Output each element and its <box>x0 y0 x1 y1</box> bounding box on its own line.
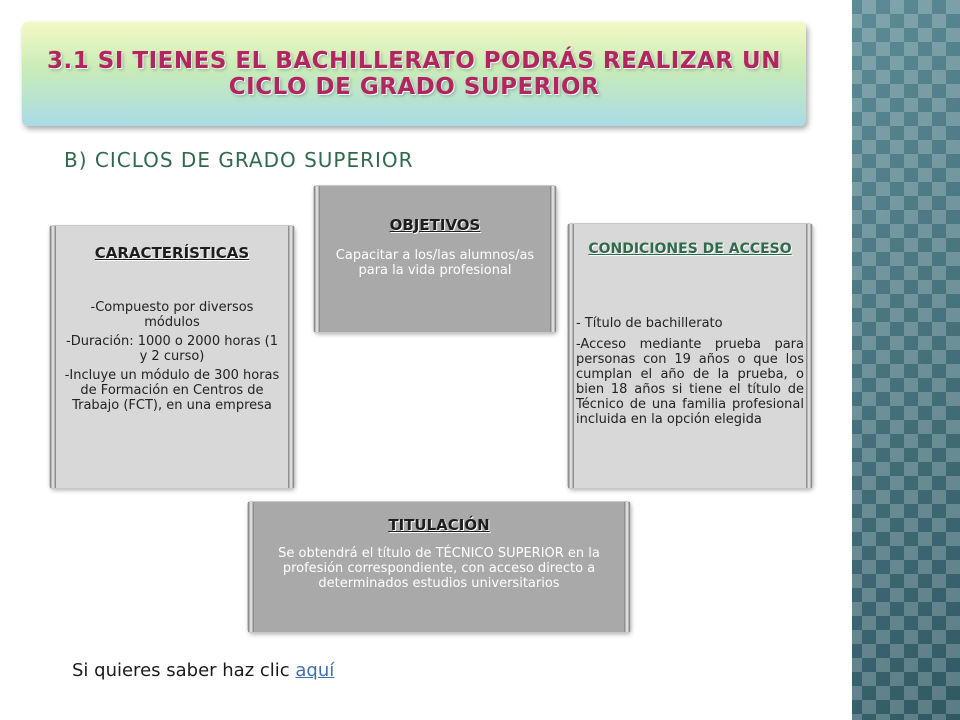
condiciones-line: - Título de bachillerato <box>576 316 723 331</box>
condiciones-list <box>576 316 804 433</box>
objetivos-heading: OBJETIVOS <box>389 216 481 234</box>
caracteristicas-line: -Incluye un módulo de 300 horas de Formación en Centros de Trabajo (FCT), en una empresa <box>64 368 280 413</box>
caracteristicas-line: -Duración: 1000 o 2000 horas (1 y 2 curso) <box>66 334 278 364</box>
objetivos-text: Capacitar a los/las alumnos/as para la vida profesional <box>335 248 535 278</box>
decorative-side-strip <box>848 0 960 720</box>
section-subtitle: B) CICLOS DE GRADO SUPERIOR <box>64 148 414 172</box>
titulacion-heading: TITULACIÓN <box>388 516 490 534</box>
titulacion-text: Se obtendrá el título de TÉCNICO SUPERIOR en la profesión correspondiente, con acceso directo a determinados estudios universitarios <box>278 546 600 591</box>
objetivos-box <box>314 186 556 332</box>
caracteristicas-box <box>50 226 294 488</box>
condiciones-line: -Acceso mediante prueba para personas con 19 años o que los cumplan el año de la prueba, o bien 18 años si tiene el título de Técnico de una familia profesional incluida en la opción elegida <box>576 337 804 427</box>
caracteristicas-list <box>64 300 280 417</box>
page-title: 3.1 SI TIENES EL BACHILLERATO PODRÁS REALIZAR UN CICLO DE GRADO SUPERIOR <box>47 48 781 100</box>
titulacion-box <box>248 502 630 632</box>
caracteristicas-heading: CARACTERÍSTICAS <box>94 244 250 262</box>
caracteristicas-line: -Compuesto por diversos módulos <box>90 300 254 330</box>
condiciones-acceso-box <box>568 224 812 488</box>
footer-text: Si quieres saber haz clic <box>72 660 290 681</box>
footer-line <box>72 660 334 681</box>
more-info-link[interactable]: aquí <box>295 660 335 681</box>
condiciones-acceso-heading: CONDICIONES DE ACCESO <box>588 241 792 257</box>
title-banner <box>22 22 806 126</box>
